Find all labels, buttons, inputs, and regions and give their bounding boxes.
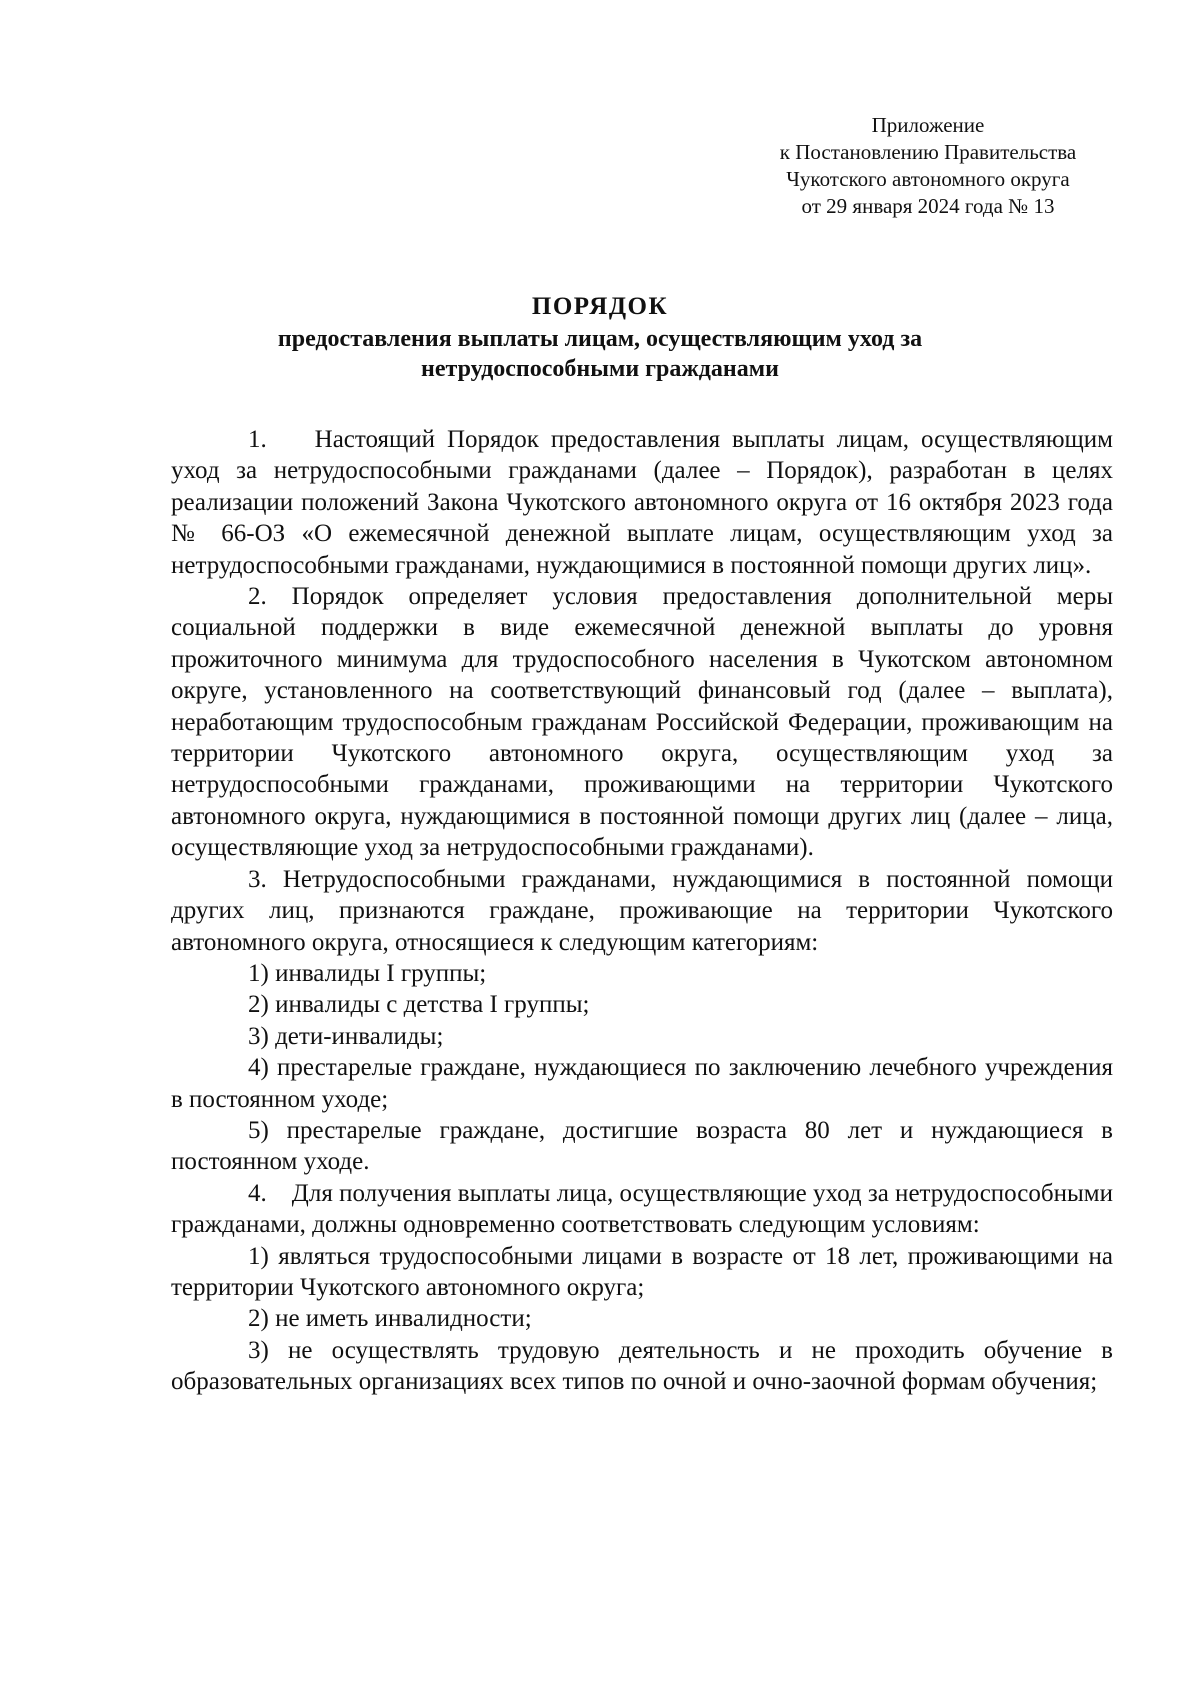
- appendix-header: [728, 112, 1128, 220]
- paragraph: 5) престарелые граждане, достигшие возраста 80 лет и нуждающиеся в постоянном уходе.: [171, 1116, 1113, 1176]
- paragraph: 4) престарелые граждане, нуждающиеся по заключению лечебного учреждения в постоянном уходе;: [171, 1054, 1113, 1113]
- paragraph: 1) являться трудоспособными лицами в возрасте от 18 лет, проживающими на территории Чукотского автономного округа;: [171, 1242, 1113, 1301]
- paragraph: 3. Нетрудоспособными гражданами, нуждающимися в постоянной помощи других лиц, признаются граждане, проживающие на территории Чукотского автономного округа, относящиеся к следующим категориям:: [171, 865, 1113, 956]
- document-body: [171, 424, 1113, 1398]
- title-subtitle-line: предоставления выплаты лицам, осуществляющим уход за: [277, 326, 923, 352]
- appendix-line: к Постановлению Правительства: [779, 140, 1077, 164]
- paragraph: 3) не осуществлять трудовую деятельность и не проходить обучение в образовательных организациях всех типов по очной и очно-заочной формам обучения;: [171, 1336, 1113, 1396]
- paragraph: 1. Настоящий Порядок предоставления выплаты лицам, осуществляющим уход за нетрудоспособными гражданами (далее – Порядок), разработан в целях реализации положений Закона Чукотского автономного округа от 16 октября 2023 года № 66-ОЗ «О ежемесячной денежной выплате лицам, осуществляющим уход за нетрудоспособными гражданами, нуждающимися в постоянной помощи других лиц».: [171, 426, 1113, 579]
- appendix-line: от 29 января 2024 года № 13: [801, 194, 1055, 218]
- title-main: ПОРЯДОК: [531, 293, 669, 320]
- paragraph: 1) инвалиды I группы;: [248, 959, 487, 987]
- paragraph: 3) дети-инвалиды;: [248, 1022, 444, 1050]
- document-title: [150, 290, 1050, 384]
- appendix-line: Чукотского автономного округа: [786, 167, 1070, 191]
- appendix-line: Приложение: [871, 113, 985, 137]
- paragraph: 2. Порядок определяет условия предоставления дополнительной меры социальной поддержки в виде ежемесячной денежной выплаты до уровня прожиточного минимума для трудоспособного населения в Чукотском автономном округе, установленного на соответствующий финансовый год (далее – выплата), неработающим трудоспособным гражданам Российской Федерации, проживающим на территории Чукотского автономного округа, осуществляющим уход за нетрудоспособными гражданами, проживающими на территории Чукотского автономного округа, нуждающимися в постоянной помощи других лиц (далее – лица, осуществляющие уход за нетрудоспособными гражданами).: [171, 583, 1113, 862]
- paragraph: 2) инвалиды с детства I группы;: [248, 991, 590, 1019]
- title-subtitle-line: нетрудоспособными гражданами: [421, 356, 779, 382]
- paragraph: 4. Для получения выплаты лица, осуществляющие уход за нетрудоспособными гражданами, должны одновременно соответствовать следующим условиям:: [171, 1179, 1113, 1239]
- paragraph: 2) не иметь инвалидности;: [248, 1305, 532, 1333]
